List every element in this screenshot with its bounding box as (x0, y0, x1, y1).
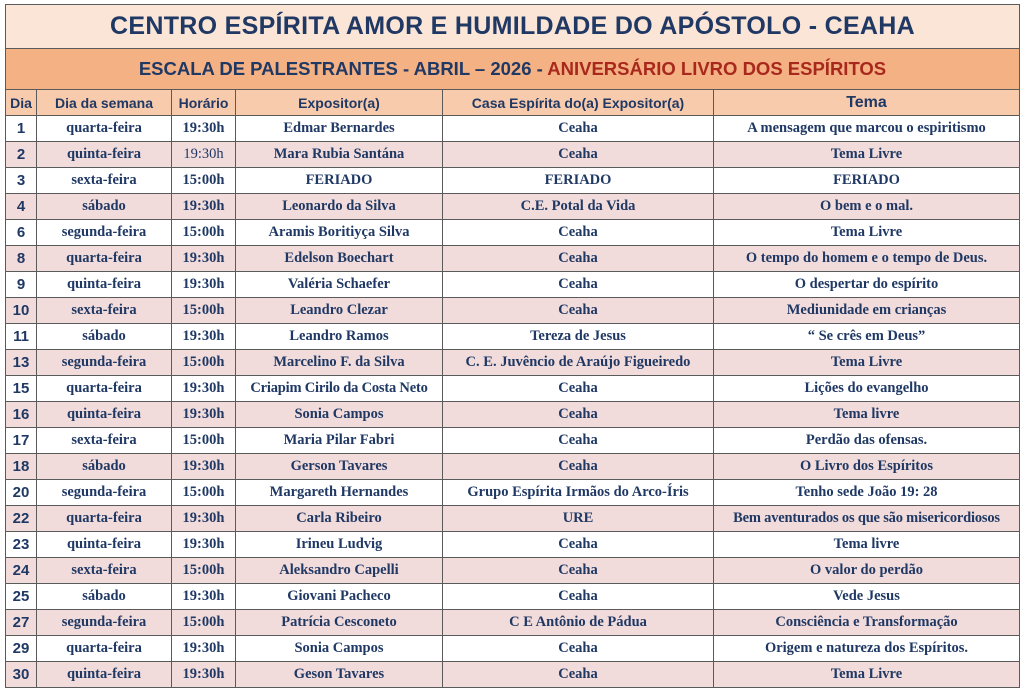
spiritist-house-cell: Tereza de Jesus (443, 324, 714, 350)
column-header-expositor: Expositor(a) (236, 90, 443, 116)
weekday-cell: quarta-feira (37, 246, 172, 272)
table-row (6, 532, 1020, 558)
schedule-rows (6, 116, 1020, 688)
topic-cell: FERIADO (714, 168, 1020, 194)
weekday-cell: sexta-feira (37, 168, 172, 194)
table-row (6, 220, 1020, 246)
weekday-cell: sábado (37, 194, 172, 220)
table-row (6, 480, 1020, 506)
speaker-cell: Leandro Clezar (236, 298, 443, 324)
spiritist-house-cell: Ceaha (443, 402, 714, 428)
topic-cell: A mensagem que marcou o espiritismo (714, 116, 1020, 142)
weekday-cell: sábado (37, 584, 172, 610)
topic-cell: Tema Livre (714, 662, 1020, 688)
day-number-cell: 24 (6, 558, 37, 584)
weekday-cell: quinta-feira (37, 402, 172, 428)
weekday-cell: quarta-feira (37, 376, 172, 402)
time-cell: 19:30h (172, 636, 236, 662)
day-number-cell: 8 (6, 246, 37, 272)
time-cell: 15:00h (172, 610, 236, 636)
day-number-cell: 2 (6, 142, 37, 168)
spiritist-house-cell: Ceaha (443, 584, 714, 610)
speaker-cell: Valéria Schaefer (236, 272, 443, 298)
day-number-cell: 4 (6, 194, 37, 220)
topic-cell: Tema livre (714, 402, 1020, 428)
spiritist-house-cell: Ceaha (443, 636, 714, 662)
column-header-dia: Dia (6, 90, 37, 116)
time-cell: 19:30h (172, 454, 236, 480)
day-number-cell: 27 (6, 610, 37, 636)
table-row (6, 142, 1020, 168)
topic-cell: “ Se crês em Deus” (714, 324, 1020, 350)
topic-cell: O valor do perdão (714, 558, 1020, 584)
table-row (6, 272, 1020, 298)
column-header-tema: Tema (714, 90, 1020, 116)
weekday-cell: quarta-feira (37, 636, 172, 662)
schedule-table (5, 4, 1020, 688)
speaker-cell: Giovani Pacheco (236, 584, 443, 610)
time-cell: 15:00h (172, 168, 236, 194)
table-row (6, 298, 1020, 324)
table-row (6, 402, 1020, 428)
time-cell: 19:30h (172, 194, 236, 220)
table-row (6, 324, 1020, 350)
speaker-cell: Aramis Boritiyça Silva (236, 220, 443, 246)
topic-cell: Consciência e Transformação (714, 610, 1020, 636)
spiritist-house-cell: Ceaha (443, 246, 714, 272)
topic-cell: Origem e natureza dos Espíritos. (714, 636, 1020, 662)
page-subtitle (6, 49, 1020, 90)
weekday-cell: sábado (37, 454, 172, 480)
time-cell: 15:00h (172, 428, 236, 454)
day-number-cell: 11 (6, 324, 37, 350)
table-row (6, 506, 1020, 532)
table-row (6, 454, 1020, 480)
topic-cell: O despertar do espírito (714, 272, 1020, 298)
spiritist-house-cell: Ceaha (443, 220, 714, 246)
page-title: CENTRO ESPÍRITA AMOR E HUMILDADE DO APÓSTOLO - CEAHA (6, 5, 1020, 49)
weekday-cell: sábado (37, 324, 172, 350)
weekday-cell: quinta-feira (37, 662, 172, 688)
weekday-cell: sexta-feira (37, 298, 172, 324)
speaker-cell: FERIADO (236, 168, 443, 194)
time-cell: 19:30h (172, 532, 236, 558)
spiritist-house-cell: Ceaha (443, 376, 714, 402)
weekday-cell: sexta-feira (37, 558, 172, 584)
speaker-cell: Aleksandro Capelli (236, 558, 443, 584)
day-number-cell: 20 (6, 480, 37, 506)
spiritist-house-cell: C.E. Potal da Vida (443, 194, 714, 220)
spiritist-house-cell: Grupo Espírita Irmãos do Arco-Íris (443, 480, 714, 506)
speaker-cell: Edelson Boechart (236, 246, 443, 272)
time-cell: 15:00h (172, 558, 236, 584)
weekday-cell: quinta-feira (37, 532, 172, 558)
spiritist-house-cell: Ceaha (443, 428, 714, 454)
table-row (6, 428, 1020, 454)
day-number-cell: 9 (6, 272, 37, 298)
topic-cell: Tema Livre (714, 350, 1020, 376)
subtitle-main: ESCALA DE PALESTRANTES - ABRIL – 2026 - (138, 58, 548, 79)
spiritist-house-cell: C. E. Juvêncio de Araújo Figueiredo (443, 350, 714, 376)
weekday-cell: quarta-feira (37, 506, 172, 532)
time-cell: 15:00h (172, 480, 236, 506)
table-row (6, 350, 1020, 376)
spiritist-house-cell: URE (443, 506, 714, 532)
speaker-cell: Leonardo da Silva (236, 194, 443, 220)
topic-cell: Tenho sede João 19: 28 (714, 480, 1020, 506)
table-row (6, 584, 1020, 610)
day-number-cell: 18 (6, 454, 37, 480)
time-cell: 19:30h (172, 506, 236, 532)
speaker-cell: Sonia Campos (236, 402, 443, 428)
topic-cell: Bem aventurados os que são misericordiosos (714, 506, 1020, 532)
weekday-cell: segunda-feira (37, 350, 172, 376)
speaker-cell: Gerson Tavares (236, 454, 443, 480)
weekday-cell: quarta-feira (37, 116, 172, 142)
table-row (6, 116, 1020, 142)
topic-cell: Vede Jesus (714, 584, 1020, 610)
topic-cell: O tempo do homem e o tempo de Deus. (714, 246, 1020, 272)
speaker-cell: Leandro Ramos (236, 324, 443, 350)
time-cell: 15:00h (172, 350, 236, 376)
day-number-cell: 3 (6, 168, 37, 194)
topic-cell: Tema livre (714, 532, 1020, 558)
speaker-cell: Patrícia Cesconeto (236, 610, 443, 636)
speaker-cell: Maria Pilar Fabri (236, 428, 443, 454)
weekday-cell: segunda-feira (37, 220, 172, 246)
topic-cell: Lições do evangelho (714, 376, 1020, 402)
time-cell: 19:30h (172, 246, 236, 272)
day-number-cell: 25 (6, 584, 37, 610)
spiritist-house-cell: Ceaha (443, 532, 714, 558)
speaker-cell: Sonia Campos (236, 636, 443, 662)
column-header-dia-da-semana: Dia da semana (37, 90, 172, 116)
speaker-cell: Margareth Hernandes (236, 480, 443, 506)
table-row (6, 636, 1020, 662)
time-cell: 15:00h (172, 298, 236, 324)
day-number-cell: 1 (6, 116, 37, 142)
day-number-cell: 10 (6, 298, 37, 324)
table-row (6, 376, 1020, 402)
time-cell: 19:30h (172, 272, 236, 298)
speaker-cell: Carla Ribeiro (236, 506, 443, 532)
spiritist-house-cell: Ceaha (443, 298, 714, 324)
time-cell: 19:30h (172, 402, 236, 428)
weekday-cell: segunda-feira (37, 610, 172, 636)
topic-cell: O Livro dos Espíritos (714, 454, 1020, 480)
spiritist-house-cell: Ceaha (443, 454, 714, 480)
speaker-cell: Marcelino F. da Silva (236, 350, 443, 376)
day-number-cell: 13 (6, 350, 37, 376)
weekday-cell: quinta-feira (37, 272, 172, 298)
spiritist-house-cell: FERIADO (443, 168, 714, 194)
day-number-cell: 17 (6, 428, 37, 454)
weekday-cell: quinta-feira (37, 142, 172, 168)
topic-cell: Tema Livre (714, 142, 1020, 168)
day-number-cell: 29 (6, 636, 37, 662)
topic-cell: Mediunidade em crianças (714, 298, 1020, 324)
time-cell: 15:00h (172, 220, 236, 246)
time-cell: 19:30h (172, 116, 236, 142)
column-header-horario: Horário (172, 90, 236, 116)
topic-cell: O bem e o mal. (714, 194, 1020, 220)
time-cell: 19:30h (172, 662, 236, 688)
spiritist-house-cell: Ceaha (443, 116, 714, 142)
day-number-cell: 30 (6, 662, 37, 688)
speaker-cell: Mara Rubia Santána (236, 142, 443, 168)
table-row (6, 246, 1020, 272)
table-row (6, 194, 1020, 220)
table-row (6, 610, 1020, 636)
topic-cell: Perdão das ofensas. (714, 428, 1020, 454)
topic-cell: Tema Livre (714, 220, 1020, 246)
day-number-cell: 16 (6, 402, 37, 428)
speaker-cell: Edmar Bernardes (236, 116, 443, 142)
day-number-cell: 15 (6, 376, 37, 402)
time-cell: 19:30h (172, 584, 236, 610)
weekday-cell: sexta-feira (37, 428, 172, 454)
spiritist-house-cell: Ceaha (443, 142, 714, 168)
day-number-cell: 6 (6, 220, 37, 246)
column-header-casa-espirita: Casa Espírita do(a) Expositor(a) (443, 90, 714, 116)
time-cell: 19:30h (172, 324, 236, 350)
table-row (6, 558, 1020, 584)
day-number-cell: 23 (6, 532, 37, 558)
spiritist-house-cell: C E Antônio de Pádua (443, 610, 714, 636)
speaker-cell: Irineu Ludvig (236, 532, 443, 558)
spiritist-house-cell: Ceaha (443, 558, 714, 584)
spiritist-house-cell: Ceaha (443, 662, 714, 688)
time-cell: 19:30h (172, 142, 236, 168)
subtitle-accent: ANIVERSÁRIO LIVRO DOS ESPÍRITOS (547, 58, 887, 79)
day-number-cell: 22 (6, 506, 37, 532)
spiritist-house-cell: Ceaha (443, 272, 714, 298)
table-row (6, 168, 1020, 194)
speaker-cell: Criapim Cirilo da Costa Neto (236, 376, 443, 402)
time-cell: 19:30h (172, 376, 236, 402)
table-row (6, 662, 1020, 688)
weekday-cell: segunda-feira (37, 480, 172, 506)
speaker-cell: Geson Tavares (236, 662, 443, 688)
